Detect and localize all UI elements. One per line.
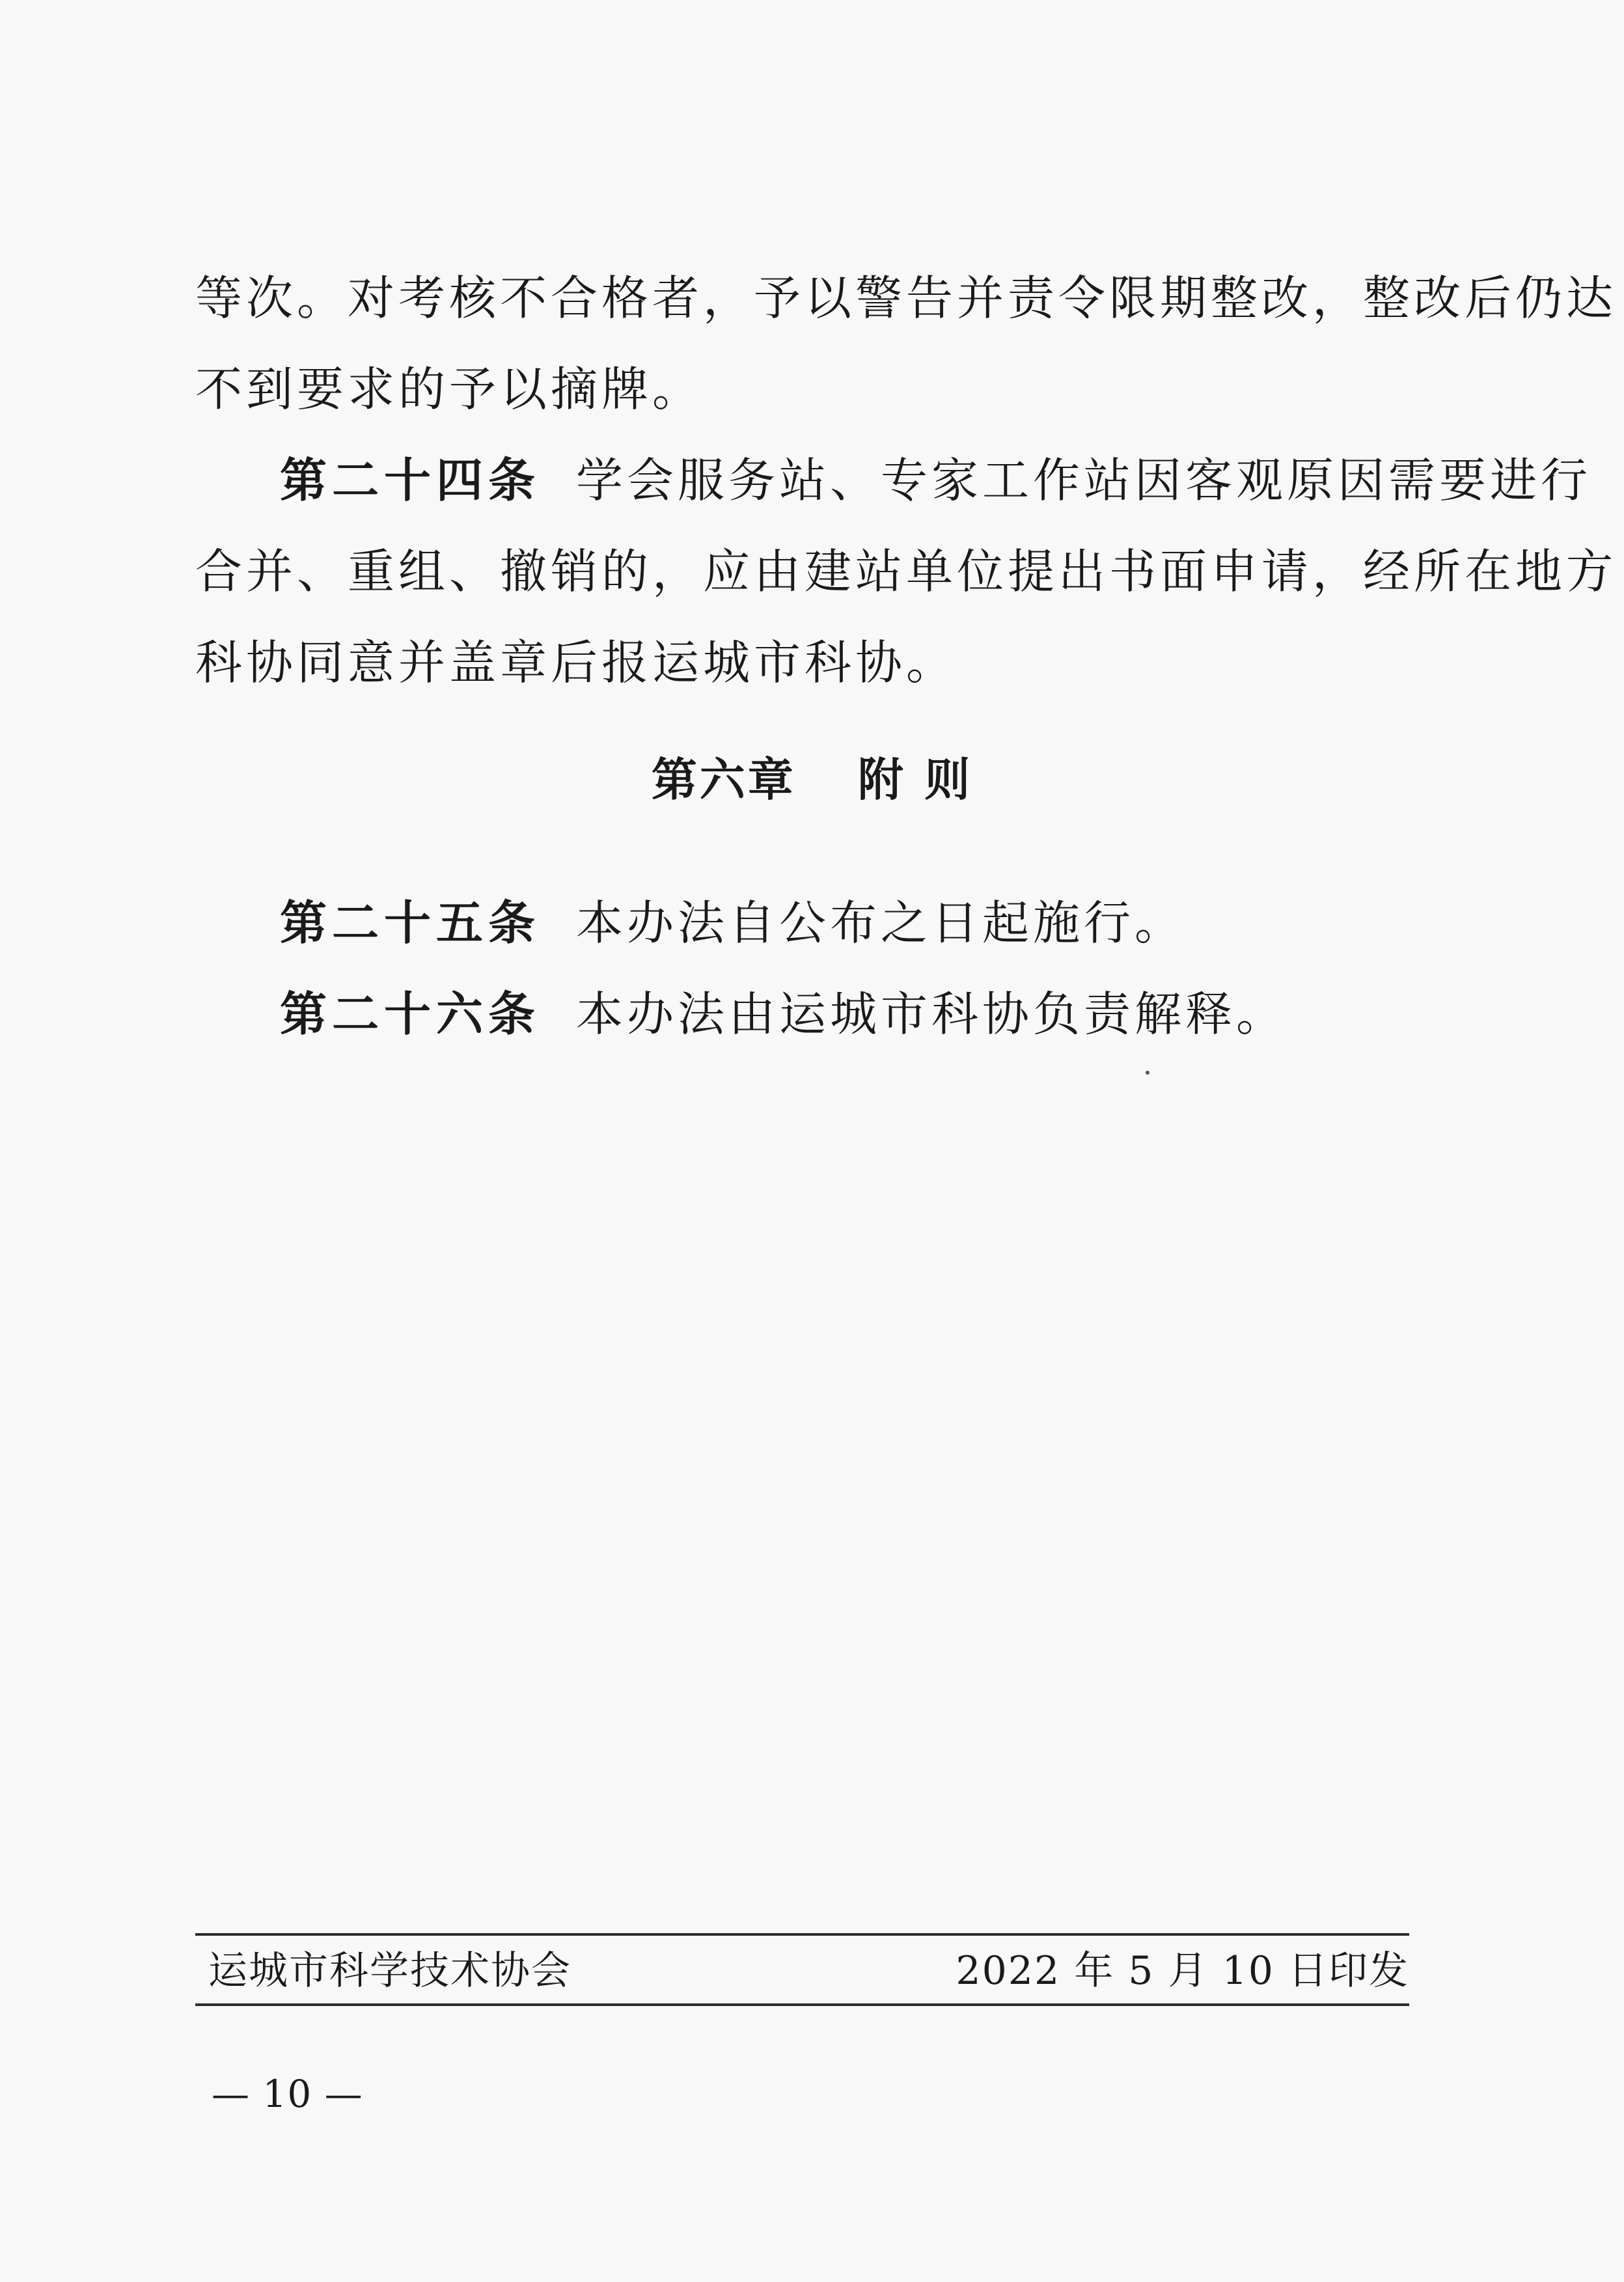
page-number: — 10 — — [212, 2072, 363, 2116]
chapter-label: 第六章 — [651, 753, 796, 806]
body-line-2: 不到要求的予以摘牌。 — [195, 362, 704, 417]
article-25-label: 第二十五条 — [280, 896, 541, 950]
article-26-line — [280, 982, 1287, 1047]
article-24-line-3: 科协同意并盖章后报运城市科协。 — [195, 635, 957, 690]
footer-date: 2022 年 5 月 10 日印发 — [956, 1948, 1409, 1994]
chapter-heading — [0, 747, 1624, 812]
footer-top-rule — [195, 1933, 1409, 1936]
article-24-label: 第二十四条 — [280, 453, 541, 508]
article-24-line-1 — [280, 448, 1591, 513]
article-26-label: 第二十六条 — [280, 987, 541, 1041]
article-25-text: 本办法自公布之日起施行。 — [576, 896, 1186, 950]
footer-bottom-rule — [195, 2003, 1409, 2006]
article-25-line — [280, 890, 1185, 955]
article-24-text-1: 学会服务站、专家工作站因客观原因需要进行 — [576, 453, 1592, 508]
body-line-1: 等次。对考核不合格者，予以警告并责令限期整改，整改后仍达 — [195, 271, 1617, 325]
stray-mark — [1146, 1071, 1149, 1075]
article-24-line-2: 合并、重组、撤销的，应由建站单位提出书面申请，经所在地方 — [195, 544, 1617, 599]
article-26-text: 本办法由运城市科协负责解释。 — [576, 987, 1287, 1041]
chapter-title: 附 则 — [857, 753, 973, 806]
footer-issuer: 运城市科学技术协会 — [208, 1948, 571, 1994]
